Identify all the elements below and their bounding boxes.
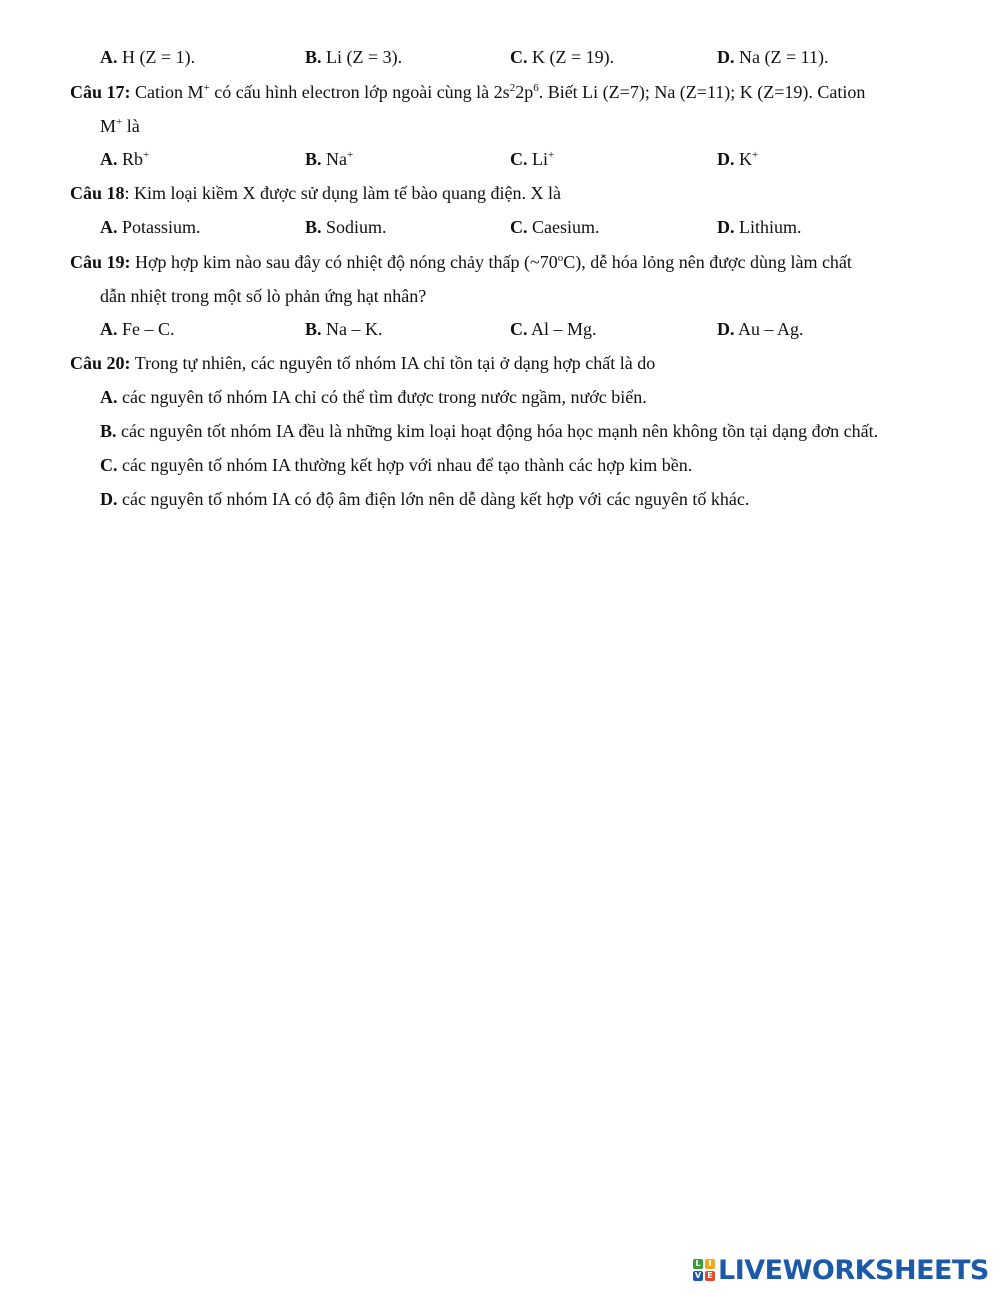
q19-option-b[interactable]: B. Na – K. — [305, 319, 383, 339]
q19-option-d[interactable]: D. Au – Ag. — [717, 319, 804, 339]
q17-option-b[interactable]: B. Na+ — [305, 149, 354, 169]
q20-option-d[interactable]: D. các nguyên tố nhóm IA có độ âm điện lớn nên dễ dàng kết hợp với các nguyên tố khác. — [100, 489, 750, 509]
q18-option-b[interactable]: B. Sodium. — [305, 217, 387, 237]
q18-stem: Câu 18: Kim loại kiềm X được sử dụng làm tế bào quang điện. X là — [70, 183, 561, 203]
q18-option-a[interactable]: A. Potassium. — [100, 217, 201, 237]
q20-stem: Câu 20: Trong tự nhiên, các nguyên tố nhóm IA chỉ tồn tại ở dạng hợp chất là do — [70, 353, 656, 373]
q19-stem-continued: dẫn nhiệt trong một số lò phản ứng hạt nhân? — [100, 286, 427, 306]
q18-label: Câu 18 — [70, 183, 125, 203]
liveworksheets-logo-icon — [693, 1259, 715, 1281]
q18-option-c[interactable]: C. Caesium. — [510, 217, 600, 237]
q18-option-d[interactable]: D. Lithium. — [717, 217, 802, 237]
q20-option-b[interactable]: B. các nguyên tốt nhóm IA đều là những kim loại hoạt động hóa học mạnh nên không tồn tại dạng đơn chất. — [100, 421, 879, 441]
q16-option-d[interactable]: D. Na (Z = 11). — [717, 47, 829, 67]
q16-option-c[interactable]: C. K (Z = 19). — [510, 47, 615, 67]
q17-label: Câu 17: — [70, 82, 131, 102]
logo-mark-e: E — [705, 1271, 715, 1281]
q19-label: Câu 19: — [70, 252, 131, 272]
q17-stem-continued: M+ là — [100, 116, 140, 136]
q16-option-b[interactable]: B. Li (Z = 3). — [305, 47, 403, 67]
q17-option-a[interactable]: A. Rb+ — [100, 149, 150, 169]
q19-stem: Câu 19: Hợp hợp kim nào sau đây có nhiệt độ nóng chảy thấp (~70$^o$C), dễ hóa lỏng nên được dùng làm chất — [70, 252, 852, 272]
logo-mark-l: L — [693, 1259, 703, 1269]
liveworksheets-logo — [693, 1253, 989, 1287]
q17-option-d[interactable]: D. K+ — [717, 149, 759, 169]
logo-mark-v: V — [694, 1271, 702, 1280]
q16-option-a[interactable]: A. H (Z = 1). — [100, 47, 196, 67]
logo-text: LIVEWORKSHEETS — [718, 1254, 989, 1286]
q19-option-c[interactable]: C. Al – Mg. — [510, 319, 597, 339]
q17-stem: Câu 17: Cation M+ có cấu hình electron lớp ngoài cùng là $2s^22p^6$. Biết Li (Z=7); Na (Z=11); K (Z=19). Cation — [70, 82, 866, 102]
q20-label: Câu 20: — [70, 353, 131, 373]
q20-option-a[interactable]: A. các nguyên tố nhóm IA chỉ có thể tìm được trong nước ngầm, nước biển. — [100, 387, 647, 407]
q20-option-c[interactable]: C. các nguyên tố nhóm IA thường kết hợp với nhau để tạo thành các hợp kim bền. — [100, 455, 693, 475]
q19-option-a[interactable]: A. Fe – C. — [100, 319, 175, 339]
logo-mark-i: I — [705, 1259, 715, 1269]
q17-option-c[interactable]: C. Li+ — [510, 149, 555, 169]
